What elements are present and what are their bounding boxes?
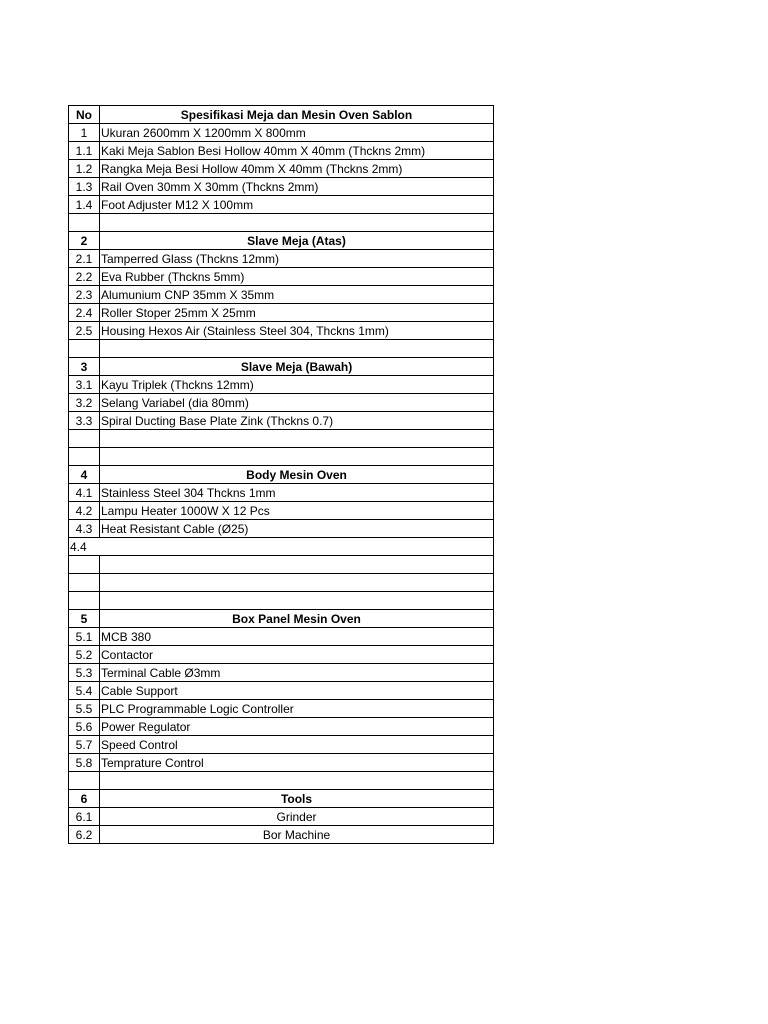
item-row xyxy=(69,538,494,556)
item-number-cell: 1.4 xyxy=(69,196,100,214)
section-number-cell: 6 xyxy=(69,790,100,808)
item-number-cell: 4.3 xyxy=(69,520,100,538)
item-description-cell: Kaki Meja Sablon Besi Hollow 40mm X 40mm (Thckns 2mm) xyxy=(100,142,494,160)
item-number-cell xyxy=(69,556,100,574)
item-number-cell xyxy=(69,214,100,232)
item-description-cell: Foot Adjuster M12 X 100mm xyxy=(100,196,494,214)
item-description-cell: Contactor xyxy=(100,646,494,664)
blank-row xyxy=(69,556,494,574)
item-description-cell xyxy=(100,772,494,790)
item-description-cell: Bor Machine xyxy=(100,826,494,844)
item-row xyxy=(69,412,494,430)
item-row xyxy=(69,196,494,214)
item-number-cell: 5.7 xyxy=(69,736,100,754)
item-number-cell: 4.1 xyxy=(69,484,100,502)
item-number-cell: 2.1 xyxy=(69,250,100,268)
specification-table-body xyxy=(69,106,494,844)
item-description-cell: Cable Support xyxy=(100,682,494,700)
item-number-cell: 1.2 xyxy=(69,160,100,178)
item-description-cell: Roller Stoper 25mm X 25mm xyxy=(100,304,494,322)
item-row xyxy=(69,124,494,142)
blank-row xyxy=(69,574,494,592)
item-description-cell: Grinder xyxy=(100,808,494,826)
item-description-cell xyxy=(100,556,494,574)
item-row xyxy=(69,268,494,286)
item-row xyxy=(69,250,494,268)
item-row xyxy=(69,286,494,304)
section-header-row xyxy=(69,466,494,484)
item-row xyxy=(69,808,494,826)
item-description-cell xyxy=(100,430,494,448)
item-description-cell xyxy=(100,592,494,610)
item-number-cell xyxy=(69,430,100,448)
item-description-cell xyxy=(100,448,494,466)
item-row xyxy=(69,394,494,412)
item-row xyxy=(69,700,494,718)
item-description-cell: Heat Resistant Cable (Ø25) xyxy=(100,520,494,538)
blank-row xyxy=(69,772,494,790)
item-number-cell xyxy=(69,592,100,610)
section-number-cell: No xyxy=(69,106,100,124)
item-row xyxy=(69,520,494,538)
item-description-cell: Stainless Steel 304 Thckns 1mm xyxy=(100,484,494,502)
section-number-cell: 4 xyxy=(69,466,100,484)
item-number-cell: 2.2 xyxy=(69,268,100,286)
item-description-cell xyxy=(100,340,494,358)
item-number-cell: 5.2 xyxy=(69,646,100,664)
item-number-cell: 5.1 xyxy=(69,628,100,646)
section-title-cell: Spesifikasi Meja dan Mesin Oven Sablon xyxy=(100,106,494,124)
item-number-cell: 5.8 xyxy=(69,754,100,772)
item-row xyxy=(69,304,494,322)
item-description-cell: Lampu Heater 1000W X 12 Pcs xyxy=(100,502,494,520)
item-description-cell: Rail Oven 30mm X 30mm (Thckns 2mm) xyxy=(100,178,494,196)
item-description-cell: Alumunium CNP 35mm X 35mm xyxy=(100,286,494,304)
section-title-cell: Tools xyxy=(100,790,494,808)
section-number-cell: 2 xyxy=(69,232,100,250)
item-row xyxy=(69,142,494,160)
item-number-cell: 6.1 xyxy=(69,808,100,826)
item-description-cell: Ukuran 2600mm X 1200mm X 800mm xyxy=(100,124,494,142)
item-number-cell: 5.6 xyxy=(69,718,100,736)
blank-row xyxy=(69,592,494,610)
item-number-cell: 6.2 xyxy=(69,826,100,844)
section-number-cell: 5 xyxy=(69,610,100,628)
item-number-cell: 2.4 xyxy=(69,304,100,322)
item-number-cell: 2.3 xyxy=(69,286,100,304)
item-number-cell xyxy=(69,574,100,592)
item-row xyxy=(69,718,494,736)
item-number-cell: 1 xyxy=(69,124,100,142)
item-row xyxy=(69,376,494,394)
item-row xyxy=(69,736,494,754)
blank-row xyxy=(69,214,494,232)
item-description-cell: MCB 380 xyxy=(100,628,494,646)
item-description-cell: Eva Rubber (Thckns 5mm) xyxy=(100,268,494,286)
item-row xyxy=(69,628,494,646)
blank-row xyxy=(69,430,494,448)
item-number-cell: 5.4 xyxy=(69,682,100,700)
item-number-cell: 4.2 xyxy=(69,502,100,520)
item-description-cell: Selang Variabel (dia 80mm) xyxy=(100,394,494,412)
item-description-cell: Speed Control xyxy=(100,736,494,754)
section-header-row xyxy=(69,790,494,808)
item-description-cell: Terminal Cable Ø3mm xyxy=(100,664,494,682)
item-row xyxy=(69,682,494,700)
section-header-row xyxy=(69,232,494,250)
section-title-cell: Body Mesin Oven xyxy=(100,466,494,484)
blank-row xyxy=(69,448,494,466)
item-row xyxy=(69,178,494,196)
item-number-cell: 3.1 xyxy=(69,376,100,394)
blank-row xyxy=(69,340,494,358)
section-title-cell: Slave Meja (Bawah) xyxy=(100,358,494,376)
section-header-row xyxy=(69,106,494,124)
section-title-cell: Slave Meja (Atas) xyxy=(100,232,494,250)
item-row xyxy=(69,322,494,340)
item-description-cell: Tamperred Glass (Thckns 12mm) xyxy=(100,250,494,268)
section-header-row xyxy=(69,610,494,628)
section-number-cell: 3 xyxy=(69,358,100,376)
section-header-row xyxy=(69,358,494,376)
item-description-cell: Housing Hexos Air (Stainless Steel 304, Thckns 1mm) xyxy=(100,322,494,340)
section-title-cell: Box Panel Mesin Oven xyxy=(100,610,494,628)
item-row xyxy=(69,754,494,772)
item-number-cell: 5.5 xyxy=(69,700,100,718)
item-row xyxy=(69,502,494,520)
item-number-cell xyxy=(69,448,100,466)
item-description-cell: Temprature Control xyxy=(100,754,494,772)
item-description-cell xyxy=(100,574,494,592)
item-description-cell: PLC Programmable Logic Controller xyxy=(100,700,494,718)
item-number-cell: 1.1 xyxy=(69,142,100,160)
item-number-cell xyxy=(69,340,100,358)
item-description-cell: Spiral Ducting Base Plate Zink (Thckns 0.7) xyxy=(100,412,494,430)
item-description-cell: Kayu Triplek (Thckns 12mm) xyxy=(100,376,494,394)
item-row xyxy=(69,484,494,502)
item-number-cell: 1.3 xyxy=(69,178,100,196)
item-row xyxy=(69,664,494,682)
specification-table xyxy=(68,105,494,844)
item-number-cell: 4.4 xyxy=(69,538,494,556)
item-number-cell: 3.3 xyxy=(69,412,100,430)
item-description-cell: Rangka Meja Besi Hollow 40mm X 40mm (Thckns 2mm) xyxy=(100,160,494,178)
item-row xyxy=(69,826,494,844)
item-row xyxy=(69,646,494,664)
item-description-cell xyxy=(100,214,494,232)
item-description-cell: Power Regulator xyxy=(100,718,494,736)
item-number-cell xyxy=(69,772,100,790)
item-number-cell: 3.2 xyxy=(69,394,100,412)
item-number-cell: 2.5 xyxy=(69,322,100,340)
item-number-cell: 5.3 xyxy=(69,664,100,682)
item-row xyxy=(69,160,494,178)
